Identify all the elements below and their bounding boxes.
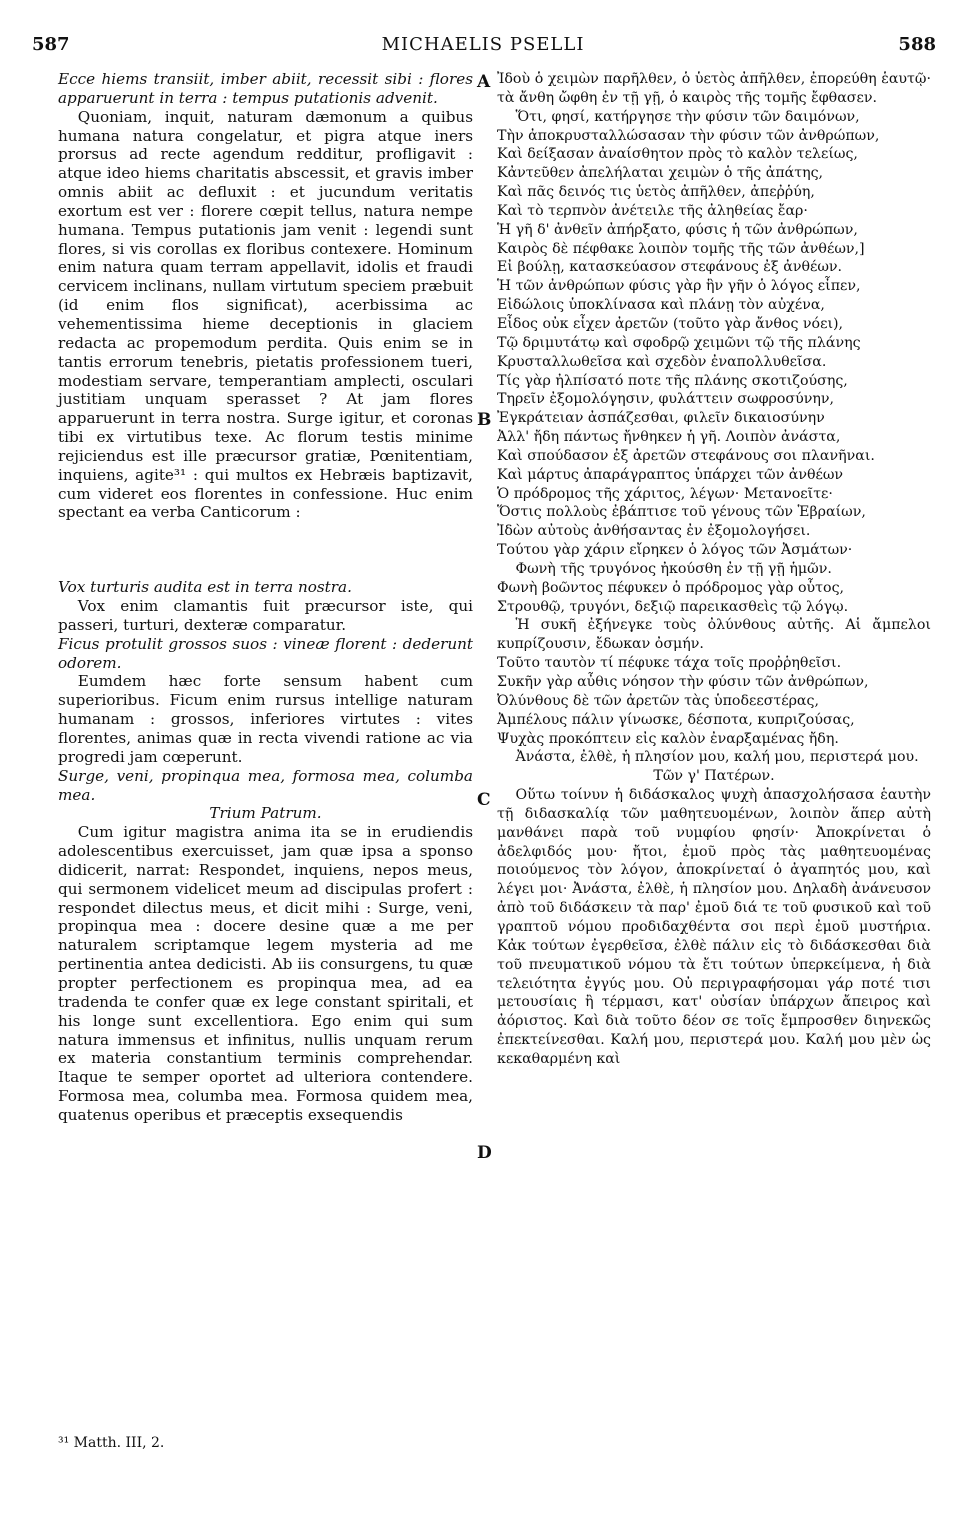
greek-paragraph: Συκῆν γὰρ αὖθις νόησον τὴν φύσιν τῶν ἀνθρώπων, — [497, 674, 869, 690]
running-header — [30, 34, 936, 58]
greek-paragraph: Καὶ τὸ τερπνὸν ἀνέτειλε τῆς ἀληθείας ἔαρ· — [497, 202, 808, 219]
latin-paragraph — [58, 522, 473, 578]
greek-paragraph: Τοῦτο ταυτὸν τί πέφυκε τάχα τοῖς προῤῥηθεῖσι. — [497, 655, 842, 672]
latin-paragraph: Eumdem hæc forte sensum habent cum superioribus. Ficum enim rursus intellige naturam humanam : grossos, inferiores virtutes : vites florentes, animas quæ in recta vivendi ratione ac via progredi jam cœperunt. — [58, 672, 473, 766]
running-title: MICHAELIS PSELLI — [381, 34, 585, 55]
greek-paragraph: Οὕτω τοίνυν ἡ διδάσκαλος ψυχὴ ἀπασχολήσασα ἑαυτὴν τῇ διδασκαλίᾳ τῶν μαθητευομένων, λοιπὸν ἅπερ αὐτὴ μανθάνει παρὰ τοῦ νυμφίου φησίν· Ἀποκρίνεται ὁ ἀδελφιδός μου· ἤτοι, ἐμοῦ πρὸς τὰς μαθητευομένας ποιούμενος τὸν λόγον, ἀποκρίνεταί ὁ ἀγαπητός μου, καὶ λέγει μοι· Ἀνάστα, ἐλθὲ, ἡ πλησίον μου. Δηλαδὴ ἀνάνευσον ἀπὸ τοῦ διδάσκειν τὰ παρ' ἐμοῦ διά τε τοῦ φυσικοῦ καὶ τοῦ γραπτοῦ νόμου προδιδαχθέντα σοι περὶ ἐμοῦ μυστήρια. Κἀκ τούτων ἐγερθεῖσα, ἐλθὲ πάλιν εἰς τὸ διδάσκεσθαι διὰ τοῦ πνευματικοῦ νόμου τὰ ἔτι τούτων ὑπερκείμενα, ἡ διὰ τελειότητα ἐγγύς μου. Οὐ περιγραφήσομαι γάρ ποτέ τισι μετουσίαις ἢ τέρμασι, κατ' οὐσίαν ὑπάρχων ἄπειρος καὶ ἀόριστος. Καὶ διὰ τοῦτο δέον σε τοῖς ἔμπροσθεν διηνεκῶς ἐπεκτείνεσθαι. Καλή μου, περιστερά μου. Καλή μου μὲν ὡς κεκαθαρμένη καὶ — [497, 787, 931, 1067]
greek-column — [497, 70, 931, 1069]
greek-paragraph: Καὶ δείξασαν ἀναίσθητον πρὸς τὸ καλὸν τελείως, — [497, 146, 858, 163]
greek-paragraph: Ἡ τῶν ἀνθρώπων φύσις γὰρ ἣν γῆν ὁ λόγος εἶπεν, — [497, 278, 861, 295]
greek-paragraph: Τούτου γὰρ χάριν εἴρηκεν ὁ λόγος τῶν Ἀσμάτων· — [497, 542, 853, 559]
greek-paragraph: Ἰδὼν αὐτοὺς ἀνθήσαντας ἐν ἐξομολογήσει. — [497, 523, 811, 540]
greek-paragraph: Ἡ γῆ δ' ἀνθεῖν ἀπήρξατο, φύσις ἡ τῶν ἀνθρώπων, — [497, 221, 858, 238]
greek-paragraph: Στρουθῷ, τρυγόνι, δεξιῷ παρεικασθεὶς τῷ λόγῳ. — [497, 598, 849, 615]
greek-paragraph: Φωνὴ βοῶντος πέφυκεν ὁ πρόδρομος γὰρ οὗτος, — [497, 579, 845, 596]
latin-paragraph: Ficus protulit grossos suos : vineæ florent : dederunt odorem. — [58, 634, 473, 672]
greek-paragraph: Εἰδώλοις ὑποκλίνασα καὶ πλάνῃ τὸν αὐχένα, — [497, 297, 825, 314]
latin-paragraph: Trium Patrum. — [209, 804, 322, 823]
greek-paragraph: Καὶ πᾶς δεινός τις ὑετὸς ἀπῆλθεν, ἀπεῤῥύη, — [497, 184, 815, 201]
greek-paragraph: Ὅτι, φησί, κατήργησε τὴν φύσιν τῶν δαιμόνων, — [515, 108, 860, 125]
latin-paragraph: Vox enim clamantis fuit præcursor iste, qui passeri, turturi, dexteræ comparatur. — [58, 597, 473, 634]
greek-paragraph: Τῷ δριμυτάτῳ καὶ σφοδρῷ χειμῶνι τῷ τῆς πλάνης — [497, 334, 861, 351]
greek-paragraph: Τῶν γ' Πατέρων. — [653, 768, 775, 785]
greek-paragraph: Εἶδος οὐκ εἶχεν ἀρετῶν (τοῦτο γὰρ ἄνθος νόει), — [497, 315, 844, 332]
latin-paragraph: Ecce hiems transiit, imber abiit, recessit sibi : flores apparuerunt in terra : tempus putationis advenit. — [58, 70, 473, 107]
greek-paragraph: Τὴν ἀποκρυσταλλώσασαν τὴν φύσιν τῶν ἀνθρώπων, — [497, 127, 880, 144]
greek-paragraph: Ἰδοὺ ὁ χειμὼν παρῆλθεν, ὁ ὑετὸς ἀπῆλθεν, ἐπορεύθη ἑαυτῷ· τὰ ἄνθη ὤφθη ἐν τῇ γῇ, ὁ καιρὸς τῆς τομῆς ἔφθασεν. — [497, 71, 931, 106]
greek-paragraph: Ἐγκράτειαν ἀσπάζεσθαι, φιλεῖν δικαιοσύνην — [497, 410, 825, 427]
greek-paragraph: Ἀλλ' ἤδη πάντως ἤνθηκεν ἡ γῆ. Λοιπὸν ἀνάστα, — [497, 429, 841, 446]
greek-paragraph: Ἀμπέλους πάλιν γίνωσκε, δέσποτα, κυπριζούσας, — [497, 711, 855, 728]
greek-paragraph: Καὶ μάρτυς ἀπαράγραπτος ὑπάρχει τῶν ἀνθέων — [497, 466, 844, 483]
footnote: ³¹ Matth. III, 2. — [58, 1435, 165, 1451]
margin-letter-d: D — [477, 1143, 492, 1163]
latin-paragraph: Surge, veni, propinqua mea, formosa mea, columba mea. — [58, 766, 473, 804]
greek-paragraph: Τηρεῖν ἐξομολόγησιν, φυλάττειν σωφροσύνην, — [497, 391, 835, 408]
margin-letter-b: B — [477, 410, 492, 430]
greek-paragraph: Καιρὸς δὲ πέφθακε λοιπὸν τομῆς τῆς τῶν ἀνθέων,] — [497, 240, 865, 257]
latin-paragraph: Quoniam, inquit, naturam dæmonum a quibus humana natura congelatur, et pigra atque iners prorsus ad recte agendum redditur, profligavit : atque ideo hiems charitatis abscessit, et gravis imber omnis abiit ac defluxit : et jucundum veritatis exortum est ver : florere cœpit tellus, natura nempe humana. Tempus putationis jam venit : legendi sunt flores, si vis corollas ex floribus contexere. Hominum enim natura quam terram appellavit, idolis et fraudi cervicem inclinans, nullam virtutum speciem præbuit (id enim flos significat), acerbissima ac vehementissima hieme deceptionis in glaciem redacta ac propemodum perdita. Quis enim se in tantis errorum tenebris, pietatis professionem tueri, modestiam servare, temperantiam amplecti, osculari justitiam unquam sperasset ? At jam flores apparuerunt in terra nostra. Surge igitur, et coronas tibi ex virtutibus texe. Ac florum testis minime rejiciendus est ille præcursor gratiæ, Pœnitentiam, inquiens, agite³¹ : qui multos ex Hebræis baptizavit, cum videret eos florentes in confessione. Huc enim spectant ea verba Canticorum : — [58, 107, 473, 522]
right-page-number: 588 — [898, 34, 936, 55]
greek-paragraph: Ὅστις πολλοὺς ἐβάπτισε τοῦ γένους τῶν Ἑβραίων, — [497, 504, 866, 521]
latin-column — [58, 70, 473, 1125]
greek-paragraph: Τίς γὰρ ἠλπίσατό ποτε τῆς πλάνης σκοτιζούσης, — [497, 372, 848, 389]
margin-letter-a: A — [477, 72, 491, 92]
greek-paragraph: Εἰ βούλῃ, κατασκεύασον στεφάνους ἐξ ἀνθέων. — [497, 259, 843, 276]
greek-paragraph: Ψυχὰς προκόπτειν εἰς καλὸν ἐναρξαμένας ἤδη. — [497, 730, 839, 747]
greek-paragraph: Ἀνάστα, ἐλθὲ, ἡ πλησίον μου, καλή μου, περιστερά μου. — [515, 749, 919, 766]
left-page-number: 587 — [32, 34, 70, 55]
greek-paragraph: Ὁ πρόδρομος τῆς χάριτος, λέγων· Μετανοεῖτε· — [497, 485, 833, 502]
latin-paragraph: Cum igitur magistra anima ita se in erudiendis adolescentibus exercuisset, jam quæ ipsa a sponso didicerit, narrat: Respondet, inquiens, nepos meus, qui sermonem videlicet meum ad discipulas profert : respondet dilectus meus, et dicit mihi : Surge, veni, propinqua mea : docere desine quæ a me per naturalem scriptamque legem mysteria ad me pertinentia antea dedicisti. Ab iis consurgens, tu quæ propter perfectionem es propinqua mea, ad ea tradenda te confer quæ ex lege constant spiritali, et his longe sunt excellentiora. Ego enim qui sum natura immensus et infinitus, nullis unquam rerum ex materia constantium terminis comprehendar. Itaque te semper oportet ad ulteriora contendere. Formosa mea, columba mea. Formosa quidem mea, quatenus operibus et præceptis exsequendis — [58, 823, 473, 1124]
greek-paragraph: Κρυσταλλωθεῖσα καὶ σχεδὸν ἐναπολλυθεῖσα. — [497, 353, 827, 370]
greek-paragraph: Κἀντεῦθεν ἀπελήλαται χειμὼν ὁ τῆς ἀπάτης, — [497, 165, 824, 182]
greek-paragraph: Ὀλύνθους δὲ τῶν ἀρετῶν τὰς ὑποδεεστέρας, — [497, 692, 819, 709]
greek-paragraph: Φωνὴ τῆς τρυγόνος ἠκούσθη ἐν τῇ γῇ ἡμῶν. — [515, 560, 832, 577]
latin-paragraph: Vox turturis audita est in terra nostra. — [58, 578, 352, 597]
greek-paragraph: Καὶ σπούδασον ἐξ ἀρετῶν στεφάνους σοι πλανῆναι. — [497, 447, 875, 464]
greek-paragraph: Ἡ συκῆ ἐξήνεγκε τοὺς ὀλύνθους αὐτῆς. Αἱ ἄμπελοι κυπρίζουσιν, ἔδωκαν ὀσμήν. — [497, 617, 931, 653]
margin-letter-c: C — [477, 790, 491, 810]
